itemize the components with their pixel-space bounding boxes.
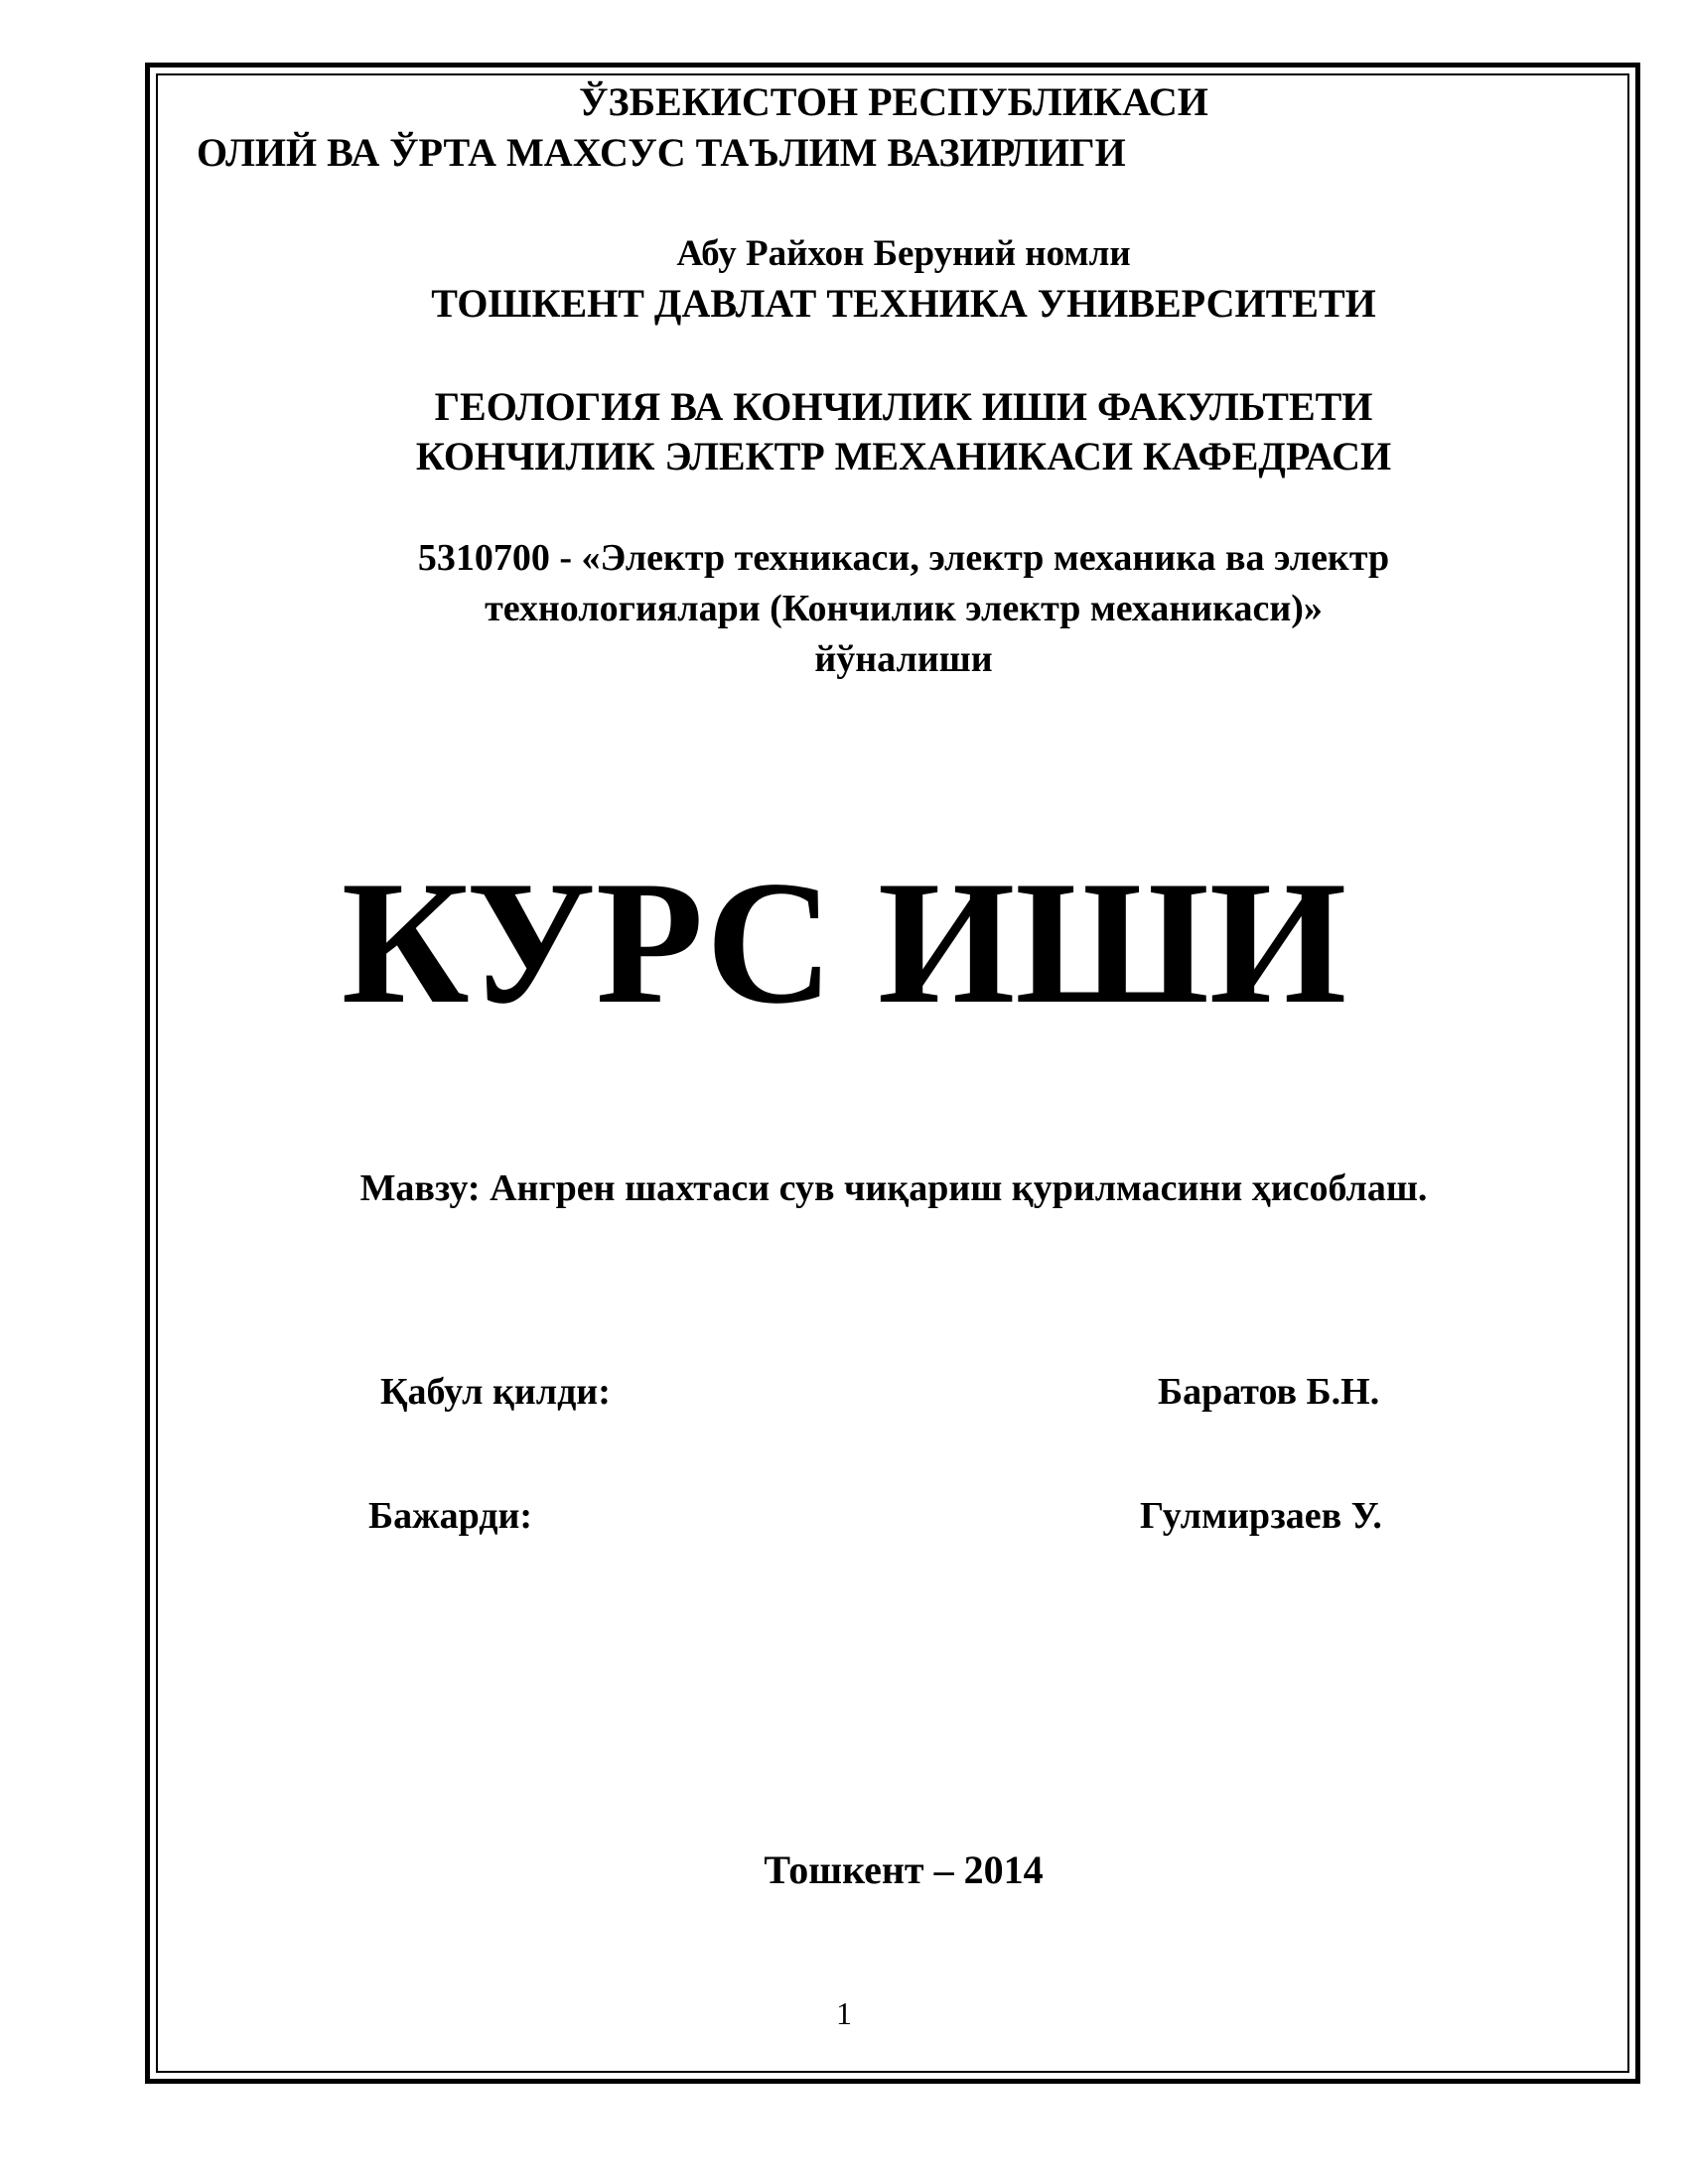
performed-name: Гулмирзаев У. [1140, 1495, 1382, 1537]
accepted-name: Баратов Б.Н. [1158, 1371, 1380, 1413]
topic-line: Мавзу: Ангрен шахтаси сув чиқариш қурилмасини ҳисоблаш. [359, 1167, 1428, 1209]
ministry-heading: ОЛИЙ ВА ЎРТА МАХСУС ТАЪЛИМ ВАЗИРЛИГИ [197, 130, 1126, 175]
direction-line-3: йўналиши [814, 638, 993, 680]
faculty-name: ГЕОЛОГИЯ ВА КОНЧИЛИК ИШИ ФАКУЛЬТЕТИ [434, 384, 1373, 429]
document-title: КУРС ИШИ [341, 844, 1347, 1040]
university-name: ТОШКЕНТ ДАВЛАТ ТЕХНИКА УНИВЕРСИТЕТИ [431, 281, 1376, 326]
page-border-inner [156, 73, 1629, 2073]
accepted-label: Қабул қилди: [380, 1371, 611, 1413]
page-number: 1 [836, 1995, 852, 2031]
direction-line-1: 5310700 - «Электр техникаси, электр механика ва электр [417, 537, 1390, 579]
department-name: КОНЧИЛИК ЭЛЕКТР МЕХАНИКАСИ КАФЕДРАСИ [415, 434, 1392, 478]
performed-label: Бажарди: [368, 1495, 533, 1537]
place-year: Тошкент – 2014 [764, 1847, 1044, 1892]
republic-heading: ЎЗБЕКИСТОН РЕСПУБЛИКАСИ [579, 79, 1208, 124]
university-named-after: Абу Райхон Беруний номли [676, 233, 1131, 274]
direction-line-2: технологиялари (Кончилик электр механикаси)» [485, 588, 1323, 629]
